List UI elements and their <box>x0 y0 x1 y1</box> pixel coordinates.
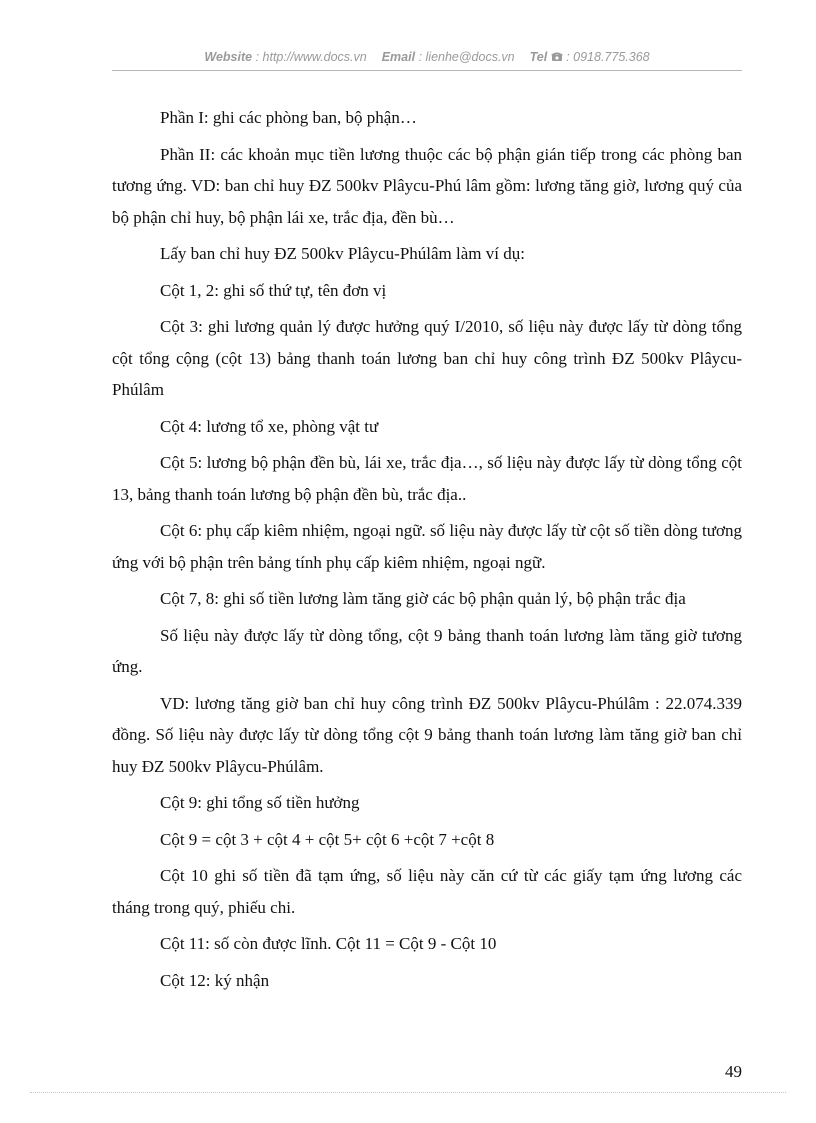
tel-value: : 0918.775.368 <box>566 50 650 64</box>
email-label: Email <box>381 50 416 64</box>
paragraph: Cột 1, 2: ghi số thứ tự, tên đơn vị <box>160 280 387 300</box>
paragraph: Phần II: các khoản mục tiền lương thuộc các bộ phận gián tiếp trong các phòng ban tương ứng. VD: ban chỉ huy ĐZ 500kv Plâycu-Phú lâm gồm: lương tăng giờ, lương quý của bộ phận chỉ huy, bộ phận lái xe, trắc địa, đền bù… <box>112 144 742 227</box>
paragraph: Phần I: ghi các phòng ban, bộ phận… <box>160 108 417 127</box>
paragraph: Cột 7, 8: ghi số tiền lương làm tăng giờ các bộ phận quản lý, bộ phận trắc địa <box>160 589 686 608</box>
header-divider <box>112 70 742 71</box>
paragraph: Cột 3: ghi lương quản lý được hưởng quý I/2010, số liệu này được lấy từ dòng tổng cột tổng cộng (cột 13) bảng thanh toán lương ban chỉ huy công trình ĐZ 500kv Plâycu-Phúlâm <box>112 317 742 399</box>
page-number: 49 <box>725 1062 742 1081</box>
website-value: : http://www.docs.vn <box>255 50 367 64</box>
paragraph: Cột 12: ký nhận <box>160 970 270 990</box>
website-label: Website <box>204 50 253 64</box>
paragraph: Cột 9: ghi tổng số tiền hưởng <box>160 793 360 812</box>
document-body <box>112 102 742 996</box>
email-value: : lienhe@docs.vn <box>418 50 515 64</box>
page-header <box>112 50 742 64</box>
phone-icon <box>551 50 566 64</box>
paragraph: Cột 4: lương tổ xe, phòng vật tư <box>160 416 379 436</box>
paragraph: Cột 5: lương bộ phận đền bù, lái xe, trắc địa…, số liệu này được lấy từ dòng tổng cột 13, bảng thanh toán lương bộ phận đền bù, trắc địa.. <box>112 453 742 504</box>
paragraph: Cột 11: số còn được lĩnh. Cột 11 = Cột 9 - Cột 10 <box>160 934 497 953</box>
tel-label: Tel <box>529 50 548 64</box>
paragraph: Cột 6: phụ cấp kiêm nhiệm, ngoại ngữ. số liệu này được lấy từ cột số tiền dòng tương ứng với bộ phận trên bảng tính phụ cấp kiêm nhiệm, ngoại ngữ. <box>112 521 742 572</box>
paragraph: Lấy ban chỉ huy ĐZ 500kv Plâycu-Phúlâm làm ví dụ: <box>160 244 525 263</box>
paragraph: VD: lương tăng giờ ban chỉ huy công trình ĐZ 500kv Plâycu-Phúlâm : 22.074.339 đồng. Số liệu này được lấy từ dòng tổng cột 9 bảng thanh toán lương làm tăng giờ ban chỉ huy ĐZ 500kv Plâycu-Phúlâm. <box>112 693 742 776</box>
paragraph: Cột 9 = cột 3 + cột 4 + cột 5+ cột 6 +cột 7 +cột 8 <box>160 829 495 849</box>
paragraph: Số liệu này được lấy từ dòng tổng, cột 9 bảng thanh toán lương làm tăng giờ tương ứng. <box>112 625 742 676</box>
paragraph: Cột 10 ghi số tiền đã tạm ứng, số liệu này căn cứ từ các giấy tạm ứng lương các tháng trong quý, phiếu chi. <box>112 866 742 917</box>
footer-divider <box>30 1092 786 1093</box>
